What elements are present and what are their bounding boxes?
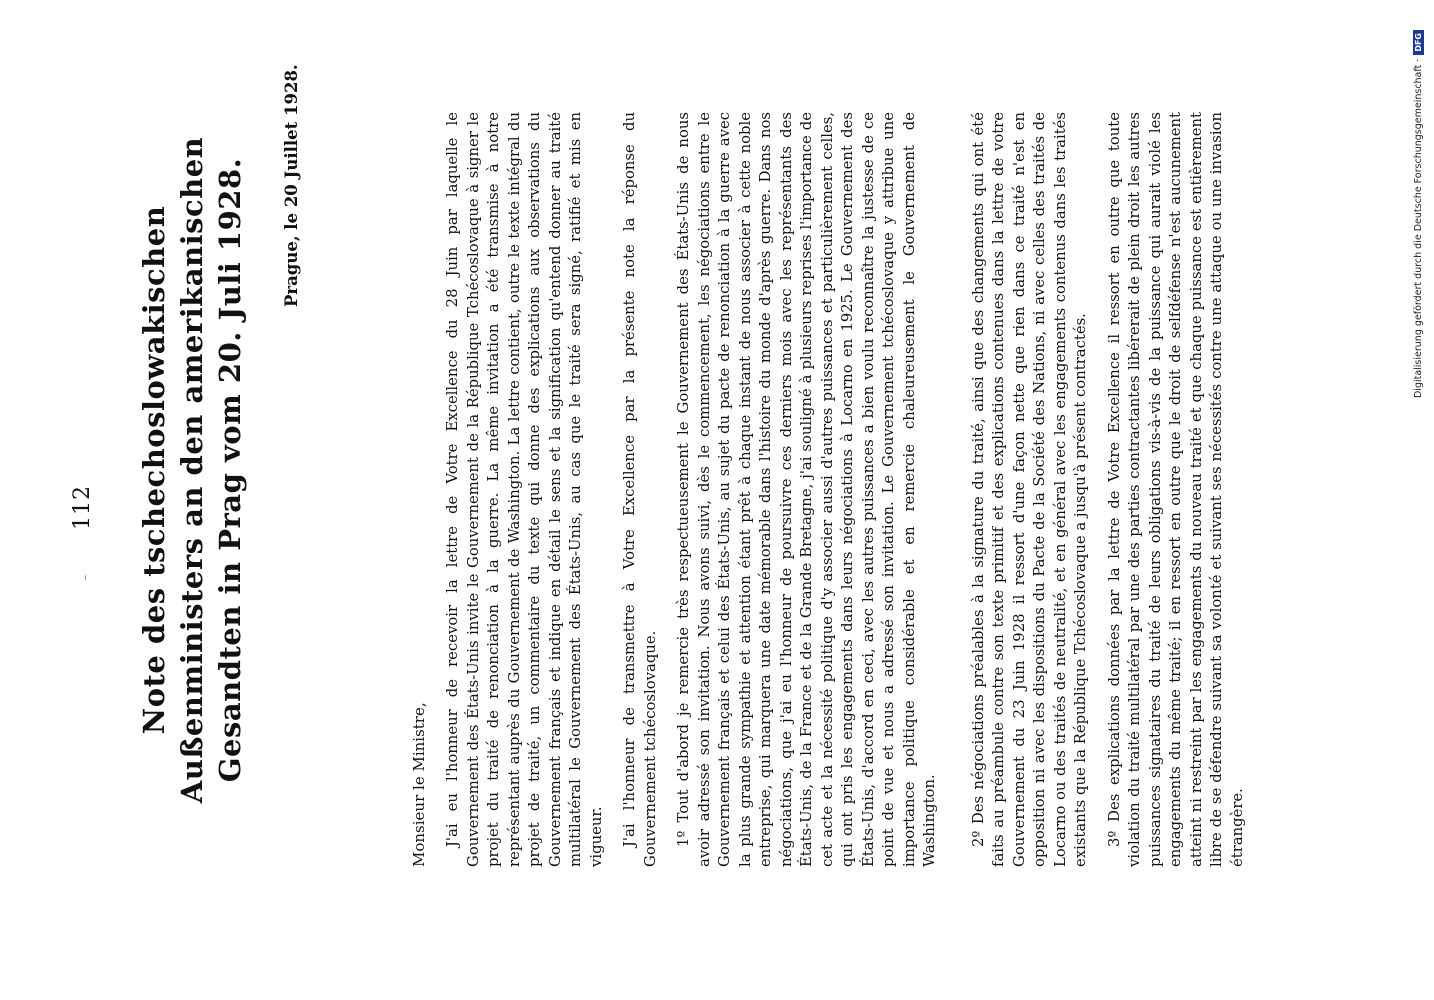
letter-date: Prague, le 20 Juillet 1928. [282,64,301,307]
page-number: 112 [70,485,95,530]
digitization-credit [1413,30,1424,970]
salutation: Monsieur le Ministre, [410,702,428,867]
document-title: Note des tschechoslowakischen Außenministers an den amerikanischen Gesandten in Prag vom 20. Juli 1928. [137,136,247,804]
dfg-logo: DFG [1413,30,1424,55]
paragraph-intro: J'ai eu l'honneur de recevoir la lettre de Votre Excellence du 28 Juin par laquelle le Gouvernement des États-Unis invite le Gouvernement de la République Tchécoslovaque à signer le projet du traité de renonciation à la guerre. La même invitation a été transmise à notre représentant auprès du Gouvernement de Washington. La lettre contient, outre le texte intégral du projet de traité, un commentaire du texte qui donne des explications aux observations du Gouvernement français et indique en détail le sens et la signification qu'entend donner au traité multilatéral le Gouvernement des États-Unis, au cas que le traité sera signé, ratifié et mis en vigueur. [444,112,605,867]
credit-text: Digitalisierung gefördert durch die Deutsche Forschungsgemeinschaft · [1413,58,1424,399]
paragraph-point-1: 1º Tout d'abord je remercie très respectueusement le Gouvernement des États-Unis de nous avoir adressé son invitation. Nous avons suivi, dès le commencement, les négociations entre le Gouvernement français et celui des États-Unis, au sujet du pacte de renonciation à la guerre avec la plus grande sympathie et attention étant prêt à chaque instant de nous associer à cette noble entreprise, qui marquera une date mémorable dans l'histoire du monde d'après guerre. Dans nos négociations, que j'ai eu l'honneur de poursuivre ces derniers mois avec les représentants des États-Unis, de la France et de la Grande Bretagne, j'ai souligné à plusieurs reprises l'importance de cet acte et la nécessité politique d'y associer aussi d'autres puissances et particulièrement celles, qui ont pris les engagements dans leurs négociations à Locarno en 1925. Le Gouvernement des États-Unis, d'accord en ceci, avec les autres puissances a bien voulu reconnaître la justesse de ce point de vue et nous a adressé son invitation. Le Gouvernement tchécoslovaque y attribue une importance politique considérable et en remercie chaleureusement le Gouvernement de Washington. [675,112,938,867]
paragraph-point-3: 3º Des explications données par la lettre de Votre Excellence il ressort en outre que toute violation du traité multilatéral par une des parties contractantes libérerait de plein droit les autres puissances signataires du traité de leurs obligations vis-à-vis de la puissance qui aurait violé les engagements du même traité; il en ressort en outre que le droit de selfdéfense n'est aucunement atteint ni restreint par les engagements du nouveau traité et que chaque puissance est entièrement libre de se défendre suivant sa volonté et suivant ses nécessités contre une attaque ou une invasion étrangère. [1105,112,1246,867]
paragraph-point-2: 2º Des négociations préalables à la signature du traité, ainsi que des changements qui ont été faits au préambule contre son texte primitif et des explications contenues dans la lettre de votre Gouvernement du 23 Juin 1928 il ressort d'une façon nette que rien dans ce traité n'est en opposition ni avec les dispositions du Pacte de la Société des Nations, ni avec celles des traités de Locarno ou des traités de neutralité, et en général avec les engagements contenus dans les traités existants que la République Tchécoslovaque a jusqu'à présent contractés. [969,112,1089,867]
page-mark: – [80,575,91,580]
letter-body [443,112,1261,867]
paragraph-transmit: J'ai l'honneur de transmettre à Votre Excellence par la présente note la réponse du Gouvernement tchécoslovaque. [621,112,659,867]
